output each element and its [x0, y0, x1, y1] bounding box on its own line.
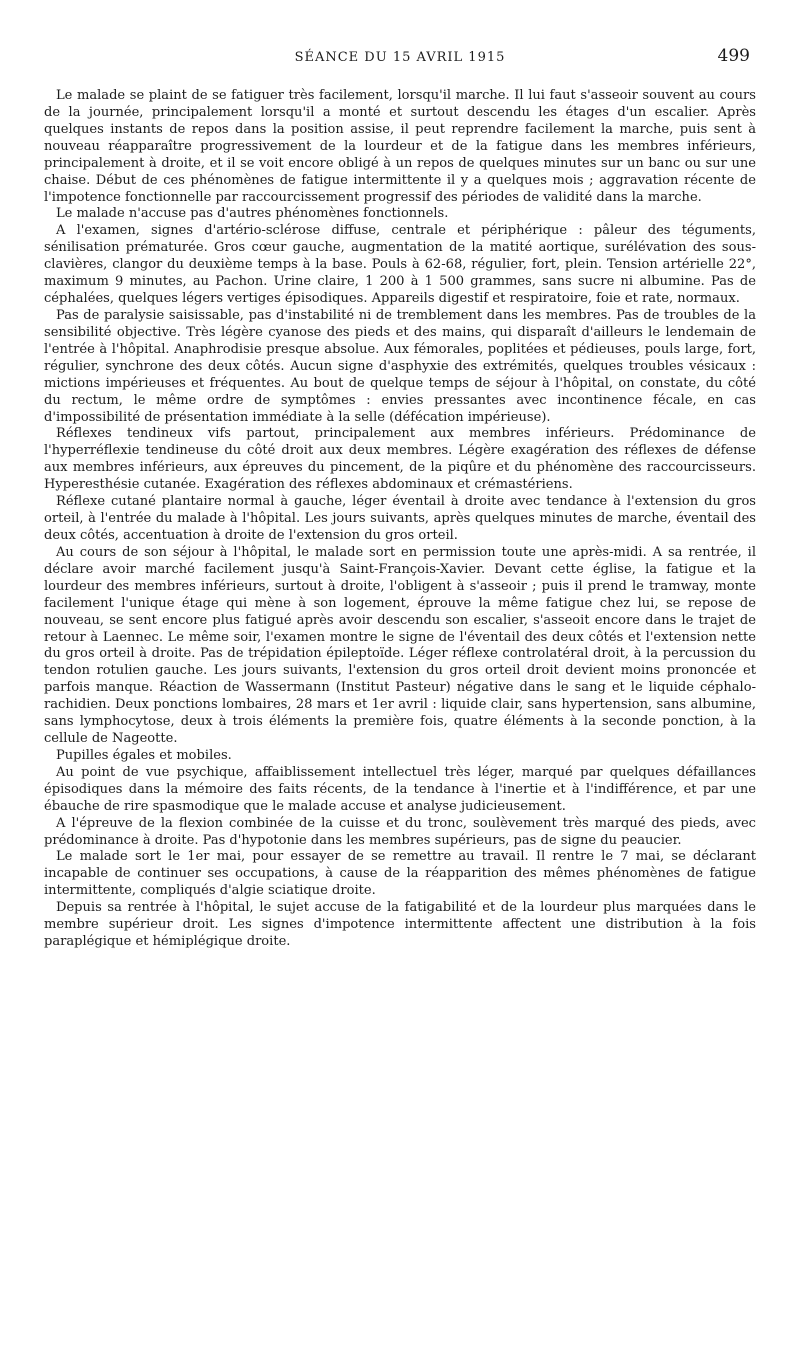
paragraph-examination: A l'examen, signes d'artério-sclérose diffuse, centrale et périphérique : pâleur des téguments, sénilisation prématurée. Gros cœur gauche, augmentation de la matité aortique, surélévation des sous-clavières, clangor du deuxième temps à la base. Pouls à 62-68, régulier, fort, plein. Tension artérielle 22°, maximum 9 minutes, au Pachon. Urine claire, 1 200 à 1 500 grammes, sans sucre ni albumine. Pas de céphalées, quelques légers vertiges épisodiques. Appareils digestif et respiratoire, foie et rate, normaux.	[44, 223, 756, 307]
paragraph-discharge: Le malade sort le 1er mai, pour essayer de se remettre au travail. Il rentre le 7 mai, se déclarant incapable de continuer ses occupations, à cause de la réapparition des mêmes phénomènes de fatigue intermittente, compliqués d'algie sciatique droite.	[44, 849, 756, 899]
paragraph-no-other-symptoms: Le malade n'accuse pas d'autres phénomènes fonctionnels.	[56, 206, 449, 222]
paragraph-readmission: Depuis sa rentrée à l'hôpital, le sujet accuse de la fatigabilité et de la lourdeur plus marquées dans le membre supérieur droit. Les signes d'impotence intermittente affectent une distribution à la fois paraplégique et hémiplégique droite.	[44, 900, 756, 950]
running-title: SÉANCE DU 15 AVRIL 1915	[294, 50, 506, 65]
paragraph-pupils: Pupilles égales et mobiles.	[56, 747, 232, 763]
body-text	[44, 88, 756, 951]
running-header	[44, 44, 756, 74]
paragraph-flexion-test: A l'épreuve de la flexion combinée de la cuisse et du tronc, soulèvement très marqué des pieds, avec prédominance à droite. Pas d'hypotonie dans les membres supérieurs, pas de signe du peaucier.	[44, 815, 756, 848]
paragraph-psychic: Au point de vue psychique, affaiblissement intellectuel très léger, marqué par quelques défaillances épisodiques dans la mémoire des faits récents, de la tendance à l'inertie et à l'indifférence, et par une ébauche de rire spasmodique que le malade accuse et analyse judicieusement.	[44, 764, 756, 814]
paragraph-fatigue-walking: Le malade se plaint de se fatiguer très facilement, lorsqu'il marche. Il lui faut s'asseoir souvent au cours de la journée, principalement lorsqu'il a monté et surtout descendu les étages d'un escalier. Après quelques instants de repos dans la position assise, il peut reprendre facilement la marche, puis sent à nouveau réapparaître progressivement de la lourdeur et de la fatigue dans les membres inférieurs, principalement à droite, et il se voit encore obligé à un repos de quelques minutes sur un banc ou sur une chaise. Début de ces phénomènes de fatigue intermittente il y a quelques mois ; aggravation récente de l'impotence fonctionnelle par raccourcissement progressif des périodes de validité dans la marche.	[44, 88, 756, 205]
paragraph-tendon-reflexes: Réflexes tendineux vifs partout, principalement aux membres inférieurs. Prédominance de l'hyperréflexie tendineuse du côté droit aux deux membres. Légère exagération des réflexes de défense aux membres inférieurs, aux épreuves du pincement, de la piqûre et du phénomène des raccourcisseurs. Hyperesthésie cutanée. Exagération des réflexes abdominaux et crémastériens.	[44, 426, 756, 493]
paragraph-hospital-stay: Au cours de son séjour à l'hôpital, le malade sort en permission toute une après-midi. A sa rentrée, il déclare avoir marché facilement jusqu'à Saint-François-Xavier. Devant cette église, la fatigue et la lourdeur des membres inférieurs, surtout à droite, l'obligent à s'asseoir ; puis il prend le tramway, monte facilement l'unique étage qui mène à son logement, éprouve la même fatigue chez lui, se repose de nouveau, se sent encore plus fatigué après avoir descendu son escalier, s'asseoit encore dans le trajet de retour à Laennec. Le même soir, l'examen montre le signe de l'éventail des deux côtés et l'extension nette du gros orteil à droite. Pas de trépidation épileptoïde. Léger réflexe controlatéral droit, à la percussion du tendon rotulien gauche. Les jours suivants, l'extension du gros orteil droit devient moins prononcée et parfois manque. Réaction de Wassermann (Institut Pasteur) négative dans le sang et le liquide céphalo-rachidien. Deux ponctions lombaires, 28 mars et 1er avril : liquide clair, sans hypertension, sans albumine, sans lymphocytose, deux à trois éléments la première fois, quatre éléments à la seconde ponction, à la cellule de Nageotte.	[44, 544, 756, 747]
page-number: 499	[717, 46, 750, 66]
paragraph-no-paralysis: Pas de paralysie saisissable, pas d'instabilité ni de tremblement dans les membres. Pas de troubles de la sensibilité objective. Très légère cyanose des pieds et des mains, qui disparaît d'ailleurs le lendemain de l'entrée à l'hôpital. Anaphrodisie presque absolue. Aux fémorales, poplitées et pédieuses, pouls large, fort, régulier, synchrone des deux côtés. Aucun signe d'asphyxie des extrémités, quelques troubles vésicaux : mictions impérieuses et fréquentes. Au bout de quelque temps de séjour à l'hôpital, on constate, du côté du rectum, le même ordre de symptômes : envies pressantes avec incontinence fécale, en cas d'impossibilité de présentation immédiate à la selle (défécation impérieuse).	[44, 307, 756, 425]
paragraph-plantar-reflex: Réflexe cutané plantaire normal à gauche, léger éventail à droite avec tendance à l'extension du gros orteil, à l'entrée du malade à l'hôpital. Les jours suivants, après quelques minutes de marche, éventail des deux côtés, accentuation à droite de l'extension du gros orteil.	[44, 494, 756, 543]
